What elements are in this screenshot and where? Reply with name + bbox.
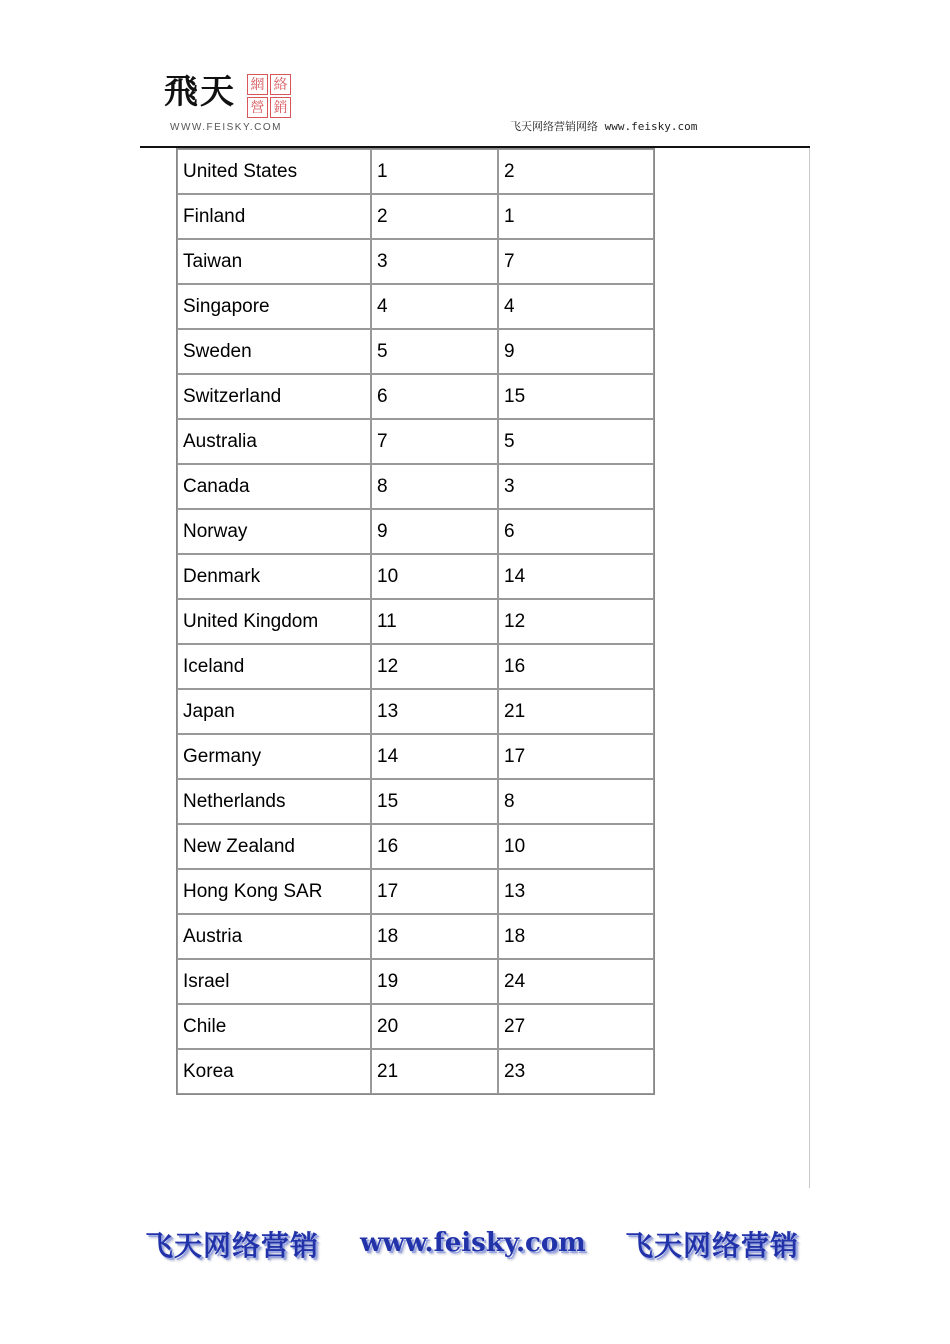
table-row (177, 644, 654, 689)
country-cell: Australia (177, 419, 371, 464)
site-logo[interactable] (152, 70, 307, 138)
ranking-table-body (177, 149, 654, 1094)
rank-b-cell: 6 (498, 509, 654, 554)
rank-a-cell: 1 (371, 149, 498, 194)
logo-seal-char: 營 (247, 97, 268, 118)
footer-brand-left: 飞天网络营销 (145, 1229, 320, 1262)
table-row (177, 329, 654, 374)
rank-b-cell: 24 (498, 959, 654, 1004)
rank-b-cell: 17 (498, 734, 654, 779)
country-cell: United Kingdom (177, 599, 371, 644)
table-row (177, 734, 654, 779)
rank-b-cell: 23 (498, 1049, 654, 1094)
table-row (177, 554, 654, 599)
site-caption: 飞天网络营销网络 www.feisky.com (510, 120, 698, 133)
country-cell: Singapore (177, 284, 371, 329)
table-row (177, 1004, 654, 1049)
rank-b-cell: 8 (498, 779, 654, 824)
table-row (177, 284, 654, 329)
country-cell: Japan (177, 689, 371, 734)
table-row (177, 959, 654, 1004)
rank-b-cell: 16 (498, 644, 654, 689)
rank-b-cell: 18 (498, 914, 654, 959)
rank-b-cell: 1 (498, 194, 654, 239)
rank-b-cell: 2 (498, 149, 654, 194)
logo-seal-char: 網 (247, 74, 268, 95)
rank-b-cell: 14 (498, 554, 654, 599)
country-cell: Netherlands (177, 779, 371, 824)
table-row (177, 869, 654, 914)
rank-b-cell: 15 (498, 374, 654, 419)
logo-url: WWW.FEISKY.COM (170, 122, 282, 133)
country-cell: Israel (177, 959, 371, 1004)
country-cell: Hong Kong SAR (177, 869, 371, 914)
rank-a-cell: 8 (371, 464, 498, 509)
table-row (177, 374, 654, 419)
country-cell: Germany (177, 734, 371, 779)
country-cell: New Zealand (177, 824, 371, 869)
table-row (177, 914, 654, 959)
rank-a-cell: 15 (371, 779, 498, 824)
rank-a-cell: 11 (371, 599, 498, 644)
country-cell: Denmark (177, 554, 371, 599)
rank-b-cell: 5 (498, 419, 654, 464)
rank-a-cell: 20 (371, 1004, 498, 1049)
logo-seal-char: 絡 (270, 74, 291, 95)
country-cell: Taiwan (177, 239, 371, 284)
table-row (177, 239, 654, 284)
rank-b-cell: 27 (498, 1004, 654, 1049)
rank-a-cell: 19 (371, 959, 498, 1004)
country-cell: Switzerland (177, 374, 371, 419)
rank-a-cell: 18 (371, 914, 498, 959)
table-row (177, 194, 654, 239)
rank-b-cell: 4 (498, 284, 654, 329)
ranking-table (176, 148, 655, 1095)
rank-b-cell: 9 (498, 329, 654, 374)
rank-a-cell: 6 (371, 374, 498, 419)
country-cell: United States (177, 149, 371, 194)
rank-b-cell: 21 (498, 689, 654, 734)
rank-a-cell: 17 (371, 869, 498, 914)
country-cell: Sweden (177, 329, 371, 374)
logo-seal (247, 74, 291, 118)
footer-url-link[interactable]: www.feisky.com (360, 1228, 586, 1258)
country-cell: Canada (177, 464, 371, 509)
rank-a-cell: 4 (371, 284, 498, 329)
logo-text: 飛天 (164, 72, 236, 112)
rank-a-cell: 5 (371, 329, 498, 374)
country-cell: Iceland (177, 644, 371, 689)
rank-a-cell: 16 (371, 824, 498, 869)
rank-b-cell: 7 (498, 239, 654, 284)
rank-a-cell: 13 (371, 689, 498, 734)
rank-a-cell: 3 (371, 239, 498, 284)
footer-banner (140, 1224, 815, 1268)
footer-brand-right: 飞天网络营销 (625, 1229, 800, 1262)
country-cell: Austria (177, 914, 371, 959)
table-row (177, 464, 654, 509)
table-row (177, 149, 654, 194)
table-row (177, 599, 654, 644)
rank-b-cell: 3 (498, 464, 654, 509)
country-cell: Korea (177, 1049, 371, 1094)
rank-b-cell: 10 (498, 824, 654, 869)
rank-a-cell: 2 (371, 194, 498, 239)
table-row (177, 689, 654, 734)
table-row (177, 779, 654, 824)
table-row (177, 824, 654, 869)
logo-seal-char: 銷 (270, 97, 291, 118)
country-cell: Chile (177, 1004, 371, 1049)
rank-a-cell: 9 (371, 509, 498, 554)
table-row (177, 509, 654, 554)
rank-a-cell: 21 (371, 1049, 498, 1094)
rank-a-cell: 10 (371, 554, 498, 599)
country-cell: Finland (177, 194, 371, 239)
rank-a-cell: 12 (371, 644, 498, 689)
rank-b-cell: 12 (498, 599, 654, 644)
rank-b-cell: 13 (498, 869, 654, 914)
table-row (177, 419, 654, 464)
right-margin-rule (809, 148, 810, 1188)
country-cell: Norway (177, 509, 371, 554)
rank-a-cell: 7 (371, 419, 498, 464)
rank-a-cell: 14 (371, 734, 498, 779)
table-row (177, 1049, 654, 1094)
